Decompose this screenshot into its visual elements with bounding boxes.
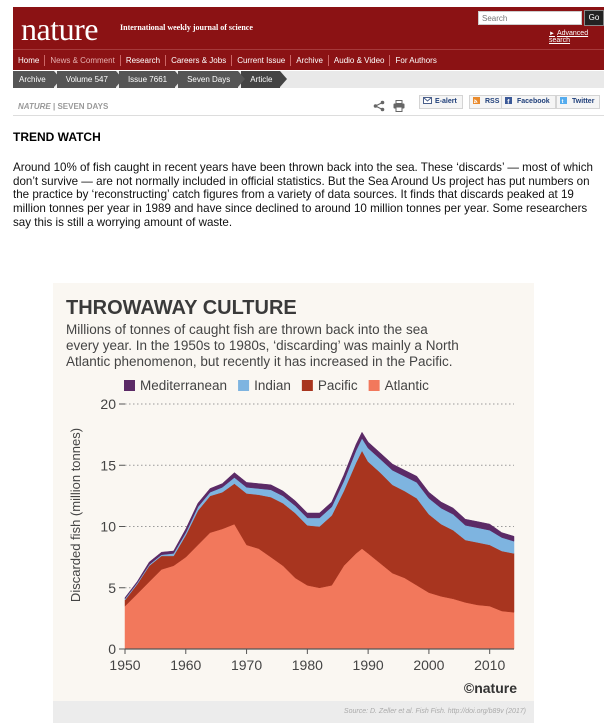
chart-legend [124,378,429,393]
facebook-icon [505,97,514,104]
breadcrumb-article: Article [241,71,280,88]
svg-text:t: t [561,99,564,104]
y-axis-label: Discarded fish (million tonnes) [68,427,83,603]
site-header [13,7,604,49]
breadcrumb-seven-days[interactable]: Seven Days [178,71,238,88]
legend-swatch-indian [238,380,249,391]
y-tick-label-10: 10 [100,518,116,535]
facebook-button[interactable] [501,95,556,109]
rss-button[interactable] [469,95,505,109]
legend-swatch-atlantic [369,380,380,391]
print-icon[interactable] [393,100,405,112]
nav-for-authors[interactable]: For Authors [395,55,437,65]
breadcrumb [13,71,604,88]
legend-label-pacific: Pacific [317,378,358,393]
nav-current-issue[interactable]: Current Issue [232,55,291,66]
section-tag: NATURE | SEVEN DAYS [18,102,109,111]
legend-swatch-mediterranean [124,380,135,391]
chart-subtitle-line-2: every year. In the 1950s to 1980s, ‘discarding’ was mainly a North [66,338,459,353]
search-go-button[interactable]: Go [584,10,604,26]
y-tick-label-0: 0 [108,641,116,657]
site-tagline: International weekly journal of science [120,23,253,32]
chart-figure [53,283,534,701]
chart-subtitle-line-3: Atlantic phenomenon, but recently it has increased in the Pacific. [66,354,453,369]
x-tick-label-1980: 1980 [291,657,323,673]
chart-areas [125,432,514,649]
nav-audio-video[interactable]: Audio & Video [329,55,391,66]
rss-icon [473,97,482,104]
x-tick-label-1990: 1990 [352,657,384,673]
figure-source: Source: D. Zeller et al. Fish Fish. http://doi.org/b89v (2017) [343,708,526,715]
triangle-right-icon: ► [549,31,555,37]
y-tick-label-15: 15 [100,457,116,474]
envelope-icon [423,97,432,104]
article-toolbar [13,89,604,116]
nature-credit: ©nature [463,680,517,696]
twitter-label: Twitter [572,98,595,105]
svg-text:f: f [507,98,510,104]
site-logo[interactable]: nature [21,11,98,47]
main-nav [13,49,604,70]
x-tick-label-2000: 2000 [413,657,445,673]
nav-careers-jobs[interactable]: Careers & Jobs [166,55,232,66]
breadcrumb-volume[interactable]: Volume 547 [57,71,116,88]
x-tick-label-1960: 1960 [170,657,202,673]
journal-name: NATURE [18,102,51,111]
nav-home[interactable]: Home [13,55,45,66]
area-chart [53,283,534,701]
article-body: Around 10% of fish caught in recent years have been thrown back into the sea. These ‘discards’ — most of which don’t survive — are not normally included in official statistics. But the Sea Around Us project has put numbers on the practice by ‘reconstructing’ catch figures from a variety of data sources. It finds that discards peaked at 19 million tonnes per year in 1989 and have since declined to around 10 million tonnes per year. Some researchers say this is still a worrying amount of waste. [13,161,594,229]
nav-news-comment[interactable]: News & Comment [45,55,120,66]
search-input[interactable] [478,11,582,25]
legend-label-indian: Indian [254,378,291,393]
rss-label: RSS [485,98,500,105]
y-tick-label-5: 5 [108,579,116,596]
nav-research[interactable]: Research [121,55,166,66]
figure-source-bar [53,701,534,723]
breadcrumb-archive[interactable]: Archive [13,71,54,88]
breadcrumb-issue[interactable]: Issue 7661 [119,71,175,88]
x-tick-label-2010: 2010 [474,657,506,673]
legend-label-mediterranean: Mediterranean [140,378,228,393]
y-tick-label-20: 20 [100,396,116,412]
twitter-button[interactable] [556,95,600,109]
e-alert-label: E-alert [435,98,457,105]
share-icon[interactable] [373,100,385,112]
legend-label-atlantic: Atlantic [384,378,429,393]
x-tick-label-1950: 1950 [109,657,141,673]
nav-archive[interactable]: Archive [291,55,329,66]
twitter-icon [560,97,569,104]
advanced-search-link[interactable] [549,30,604,44]
x-tick-label-1970: 1970 [230,657,263,673]
chart-subtitle-line-1: Millions of tonnes of caught fish are thrown back into the sea [66,322,428,337]
section-title: TREND WATCH [13,130,101,144]
legend-swatch-pacific [302,380,313,391]
advanced-search-label: Advanced search [549,30,589,44]
facebook-label: Facebook [517,98,550,105]
section-name: SEVEN DAYS [57,102,109,111]
chart-title: THROWAWAY CULTURE [66,297,297,319]
e-alert-button[interactable] [419,95,463,109]
